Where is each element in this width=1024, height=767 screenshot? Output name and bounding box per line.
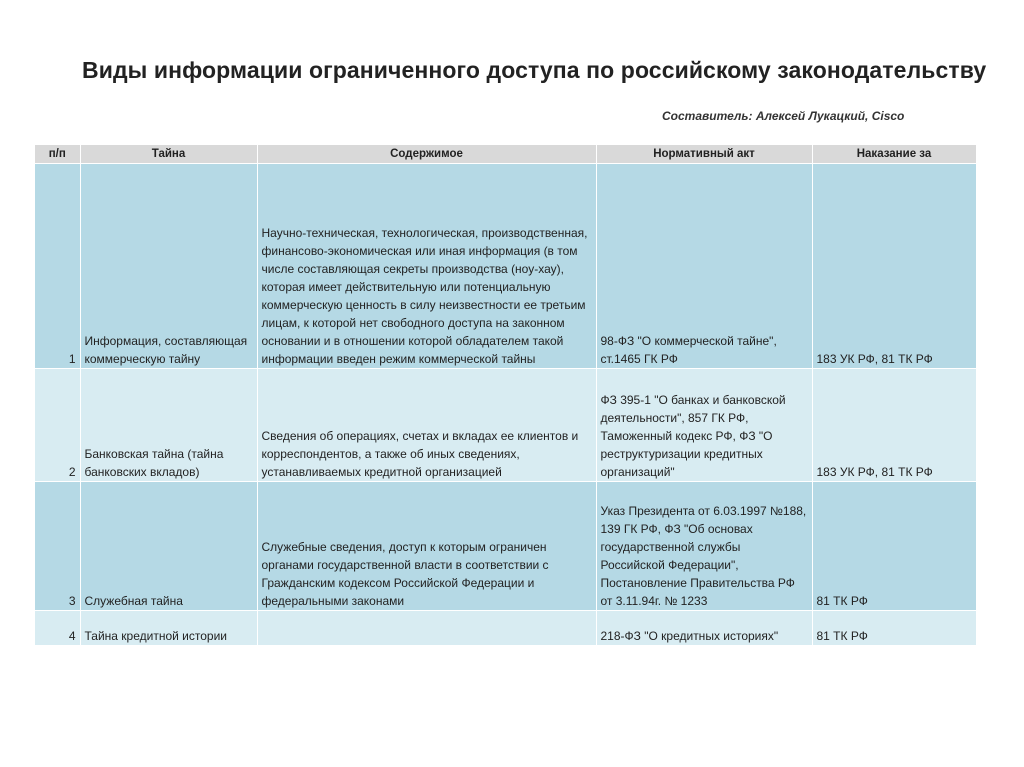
header-penalty: Наказание за bbox=[812, 145, 976, 164]
table-header-row bbox=[35, 145, 976, 164]
table-row bbox=[35, 369, 976, 482]
header-act: Нормативный акт bbox=[596, 145, 812, 164]
header-secret: Тайна bbox=[80, 145, 257, 164]
secret-content: Служебные сведения, доступ к которым ограничен органами государственной власти в соответствии с Гражданским кодексом Российской Федерации и федеральными законами bbox=[257, 482, 596, 611]
secret-content: Научно-техническая, технологическая, производственная, финансово-экономическая или иная информация (в том числе составляющая секреты производства (ноу-хау), которая имеет действительную или потенциальную коммерческую ценность в силу неизвестности ее третьим лицам, к которой нет свободного доступа на законном основании и в отношении которой обладателем такой информации введен режим коммерческой тайны bbox=[257, 164, 596, 369]
normative-act: Указ Президента от 6.03.1997 №188, 139 ГК РФ, ФЗ "Об основах государственной службы Российской Федерации", Постановление Правительства РФ от 3.11.94г. № 1233 bbox=[596, 482, 812, 611]
secret-type: Служебная тайна bbox=[80, 482, 257, 611]
row-number: 1 bbox=[35, 164, 80, 369]
header-num: п/п bbox=[35, 145, 80, 164]
author-credit: Составитель: Алексей Лукацкий, Cisco bbox=[662, 109, 905, 123]
row-number: 3 bbox=[35, 482, 80, 611]
secret-content bbox=[257, 611, 596, 646]
secrets-table bbox=[35, 145, 977, 645]
row-number: 4 bbox=[35, 611, 80, 646]
normative-act: 98-ФЗ "О коммерческой тайне", ст.1465 ГК РФ bbox=[596, 164, 812, 369]
header-content: Содержимое bbox=[257, 145, 596, 164]
secret-type: Банковская тайна (тайна банковских вкладов) bbox=[80, 369, 257, 482]
penalty: 183 УК РФ, 81 ТК РФ bbox=[812, 164, 976, 369]
normative-act: 218-ФЗ "О кредитных историях" bbox=[596, 611, 812, 646]
normative-act: ФЗ 395-1 "О банках и банковской деятельности", 857 ГК РФ, Таможенный кодекс РФ, ФЗ "О реструктуризации кредитных организаций" bbox=[596, 369, 812, 482]
penalty: 183 УК РФ, 81 ТК РФ bbox=[812, 369, 976, 482]
row-number: 2 bbox=[35, 369, 80, 482]
page-title: Виды информации ограниченного доступа по российскому законодательству bbox=[82, 57, 987, 83]
table-row bbox=[35, 611, 976, 646]
table-row bbox=[35, 482, 976, 611]
penalty: 81 ТК РФ bbox=[812, 482, 976, 611]
secret-content: Сведения об операциях, счетах и вкладах ее клиентов и корреспондентов, а также об иных сведениях, устанавливаемых кредитной организацией bbox=[257, 369, 596, 482]
table-row bbox=[35, 164, 976, 369]
secret-type: Тайна кредитной истории bbox=[80, 611, 257, 646]
penalty: 81 ТК РФ bbox=[812, 611, 976, 646]
secret-type: Информация, составляющая коммерческую тайну bbox=[80, 164, 257, 369]
